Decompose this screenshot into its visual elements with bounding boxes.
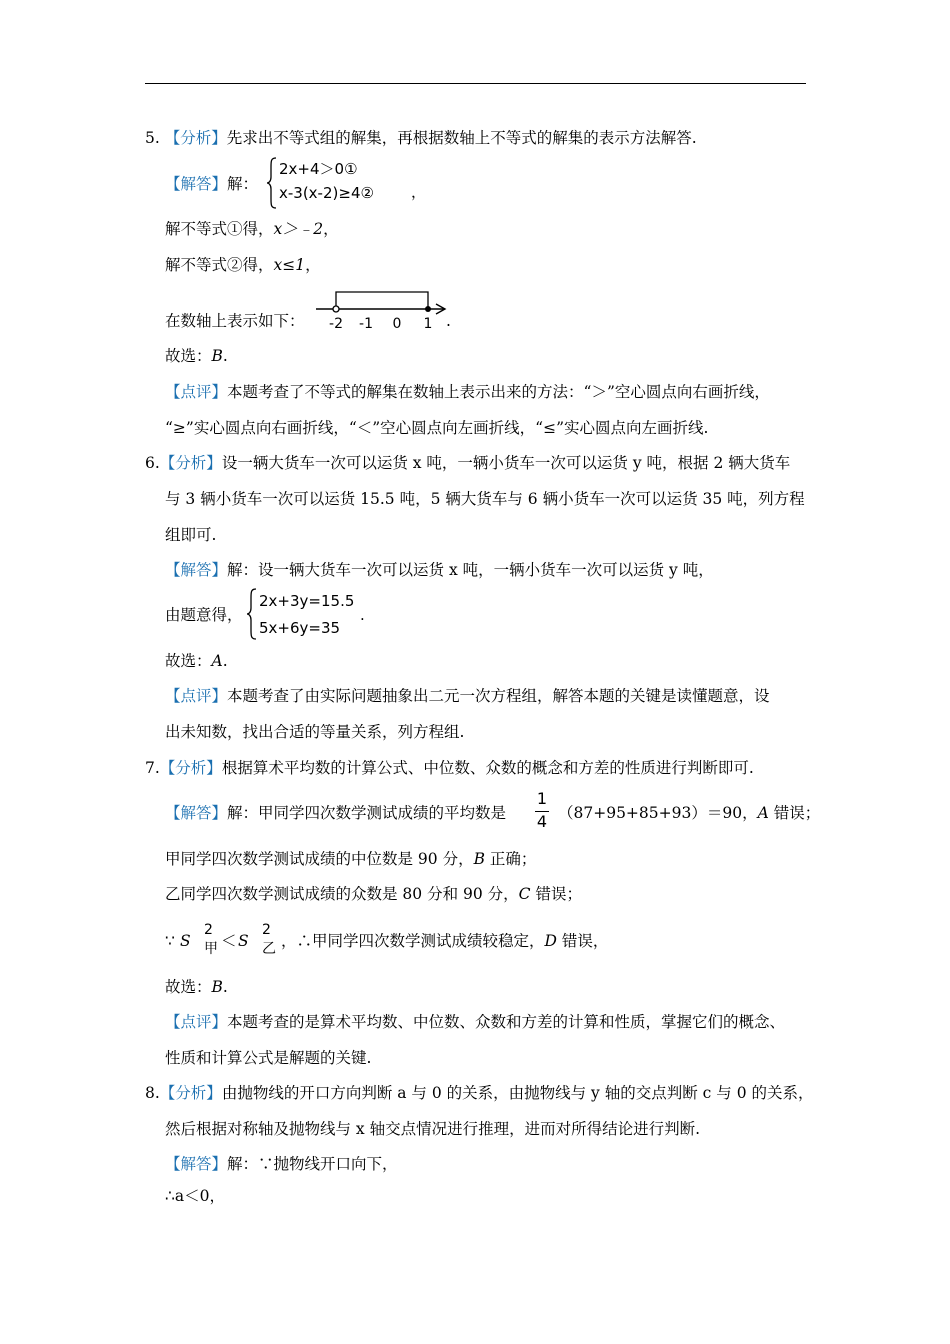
q6-review-line2: 出未知数，找出合适的等量关系，列方程组. [165,723,465,741]
q5-review-tag: 【点评】 [165,383,228,401]
q6-answer-line2: 由题意得， [165,606,243,624]
q5-answer-tag: 【解答】 [165,175,228,193]
q7-s1-sub: 甲 [204,941,218,957]
q6-analysis-tag: 【分析】 [159,454,222,472]
q6-answer-line1 [165,560,714,580]
q7-analysis-tag: 【分析】 [159,759,222,777]
tick-label-minus2: -2 [329,316,343,332]
q6-eq-tail: . [360,606,365,624]
q5-choice-end: . [222,347,228,365]
q6-equation-system [246,588,386,640]
q6-choice-text: 故选： [165,652,212,670]
q8-answer-line2: ∴a＜0， [165,1187,225,1205]
q7-answer-line2 [165,849,536,869]
q5-analysis-line [145,128,697,148]
q5-step1 [165,219,339,239]
q5-eq1: 2x+4＞0① [279,160,358,178]
q5-review-text1: 本题考查了不等式的解集在数轴上表示出来的方法：“＞”空心圆点向右画折线， [227,383,770,401]
q7-choice-text: 故选： [165,978,212,996]
q6-review-line1 [165,686,770,706]
q5-eq2: x-3(x-2)≥4② [279,184,374,202]
q7-answer-text2a: 甲同学四次数学测试成绩的中位数是 90 分， [165,850,474,868]
q7-frac-numerator: 1 [536,789,548,808]
q5-analysis-tag: 【分析】 [164,129,227,147]
q6-choice-value: A [211,652,223,670]
q7-analysis-line [145,758,754,778]
q5-choice [165,346,228,366]
q7-s1-sup: 2 [204,922,213,938]
q5-review-line1 [165,382,770,402]
q8-answer-text1: 解：∵抛物线开口向下， [227,1155,398,1173]
q7-analysis-text: 根据算术平均数的计算公式、中位数、众数的概念和方差的性质进行判断即可. [221,759,754,777]
q6-analysis-line2: 与 3 辆小货车一次可以运货 15.5 吨，5 辆大货车与 6 辆小货车一次可以运货 35 吨，列方程 [165,490,805,508]
tick-label-minus1: -1 [359,316,373,332]
q7-answer-text4c: 错误， [556,932,609,950]
q5-choice-text: 故选： [165,347,212,365]
q7-frac-denominator: 4 [536,812,548,831]
q7-review-tag: 【点评】 [165,1013,228,1031]
q7-answer-text3a: 乙同学四次数学测试成绩的众数是 80 分和 90 分， [165,885,519,903]
q6-analysis-line3: 组即可. [165,526,217,544]
brace-icon [266,157,278,209]
q8-analysis-tag: 【分析】 [159,1084,222,1102]
q7-answer-line4 [281,931,608,951]
q7-s2-sup: 2 [262,922,271,938]
q5-review-line2: “≥”实心圆点向右画折线，“＜”空心圆点向左画折线，“≤”实心圆点向左画折线. [165,419,709,437]
number-line-diagram [312,288,452,334]
q7-answer-text2b: B [473,850,485,868]
q5-step2 [165,255,321,275]
q8-answer-tag: 【解答】 [165,1155,228,1173]
q7-choice [165,977,228,997]
q5-step2-value: x≤1 [273,256,306,274]
q7-because: ∵ [165,932,175,950]
q7-answer-text4b: D [544,932,557,950]
q7-answer-text3b: C [518,885,531,903]
q5-eq-tail: ， [411,183,427,201]
q5-step1-end: ， [323,220,339,238]
q8-answer-line1 [165,1154,398,1174]
q7-answer-text1b: （87+95+85+93）＝90， [558,804,758,822]
q6-number: 6. [145,454,160,472]
q6-answer-text1: 解：设一辆大货车一次可以运货 x 吨，一辆小货车一次可以运货 y 吨， [227,561,714,579]
q5-analysis-text: 先求出不等式组的解集，再根据数轴上不等式的解集的表示方法解答. [226,129,697,147]
tick-label-0: 0 [392,316,402,332]
q7-answer-tag: 【解答】 [165,804,228,822]
q5-choice-value: B [211,347,223,365]
q7-s2: S [238,932,249,950]
q7-lt: ＜ [221,932,237,950]
q8-analysis-text1: 由抛物线的开口方向判断 a 与 0 的关系，由抛物线与 y 轴的交点判断 c 与 0 的关系， [221,1084,814,1102]
q5-answer-intro: 解： [227,175,259,193]
q6-choice [165,651,228,671]
q8-analysis-line1 [145,1083,814,1103]
q7-answer-text1c: A [757,804,769,822]
q5-number: 5. [145,129,160,147]
q7-answer-text1a: 解：甲同学四次数学测试成绩的平均数是 [227,804,507,822]
q5-answer-line [165,174,258,194]
q6-analysis-text1: 设一辆大货车一次可以运货 x 吨，一辆小货车一次可以运货 y 吨，根据 2 辆大货车 [221,454,791,472]
q5-step2-end: ， [305,256,321,274]
q6-eq1: 2x+3y=15.5 [259,592,355,610]
q6-review-tag: 【点评】 [165,687,228,705]
q5-step1-text: 解不等式①得， [165,220,274,238]
q6-review-text1: 本题考查了由实际问题抽象出二元一次方程组，解答本题的关键是读懂题意，设 [227,687,770,705]
q7-s2-sub: 乙 [262,941,276,957]
q8-analysis-line2: 然后根据对称轴及抛物线与 x 轴交点情况进行推理，进而对所得结论进行判断. [165,1120,701,1138]
q7-answer-text2c: 正确； [484,850,537,868]
tick-label-1: 1 [423,316,433,332]
q7-answer-text1d: 错误； [768,804,821,822]
header-rule [145,83,806,84]
q6-answer-tag: 【解答】 [165,561,228,579]
q6-choice-end: . [222,652,228,670]
q6-eq2: 5x+6y=35 [259,619,341,637]
q5-numberline-label: 在数轴上表示如下： [165,312,305,330]
q5-numberline-end: . [446,312,451,330]
q5-step2-text: 解不等式②得， [165,256,274,274]
q7-answer-text3c: 错误； [530,885,582,903]
q7-choice-end: . [222,978,228,996]
q7-number: 7. [145,759,160,777]
q7-answer-line3 [165,884,582,904]
q7-review-line2: 性质和计算公式是解题的关键. [165,1049,372,1067]
q8-number: 8. [145,1084,160,1102]
q7-answer-text4: ，∴甲同学四次数学测试成绩较稳定， [281,932,545,950]
q6-analysis-line1 [145,453,790,473]
brace-icon [246,588,258,640]
q7-review-text1: 本题考查的是算术平均数、中位数、众数和方差的计算和性质，掌握它们的概念、 [227,1013,786,1031]
q7-s1: S [180,932,191,950]
q7-answer-line1a [165,803,506,823]
q7-choice-value: B [211,978,223,996]
q7-review-line1 [165,1012,785,1032]
q5-step1-value: x＞﹣2 [273,220,324,238]
q7-answer-line1b [558,803,820,823]
q7-fraction [535,789,549,833]
q5-inequality-system [266,157,426,209]
